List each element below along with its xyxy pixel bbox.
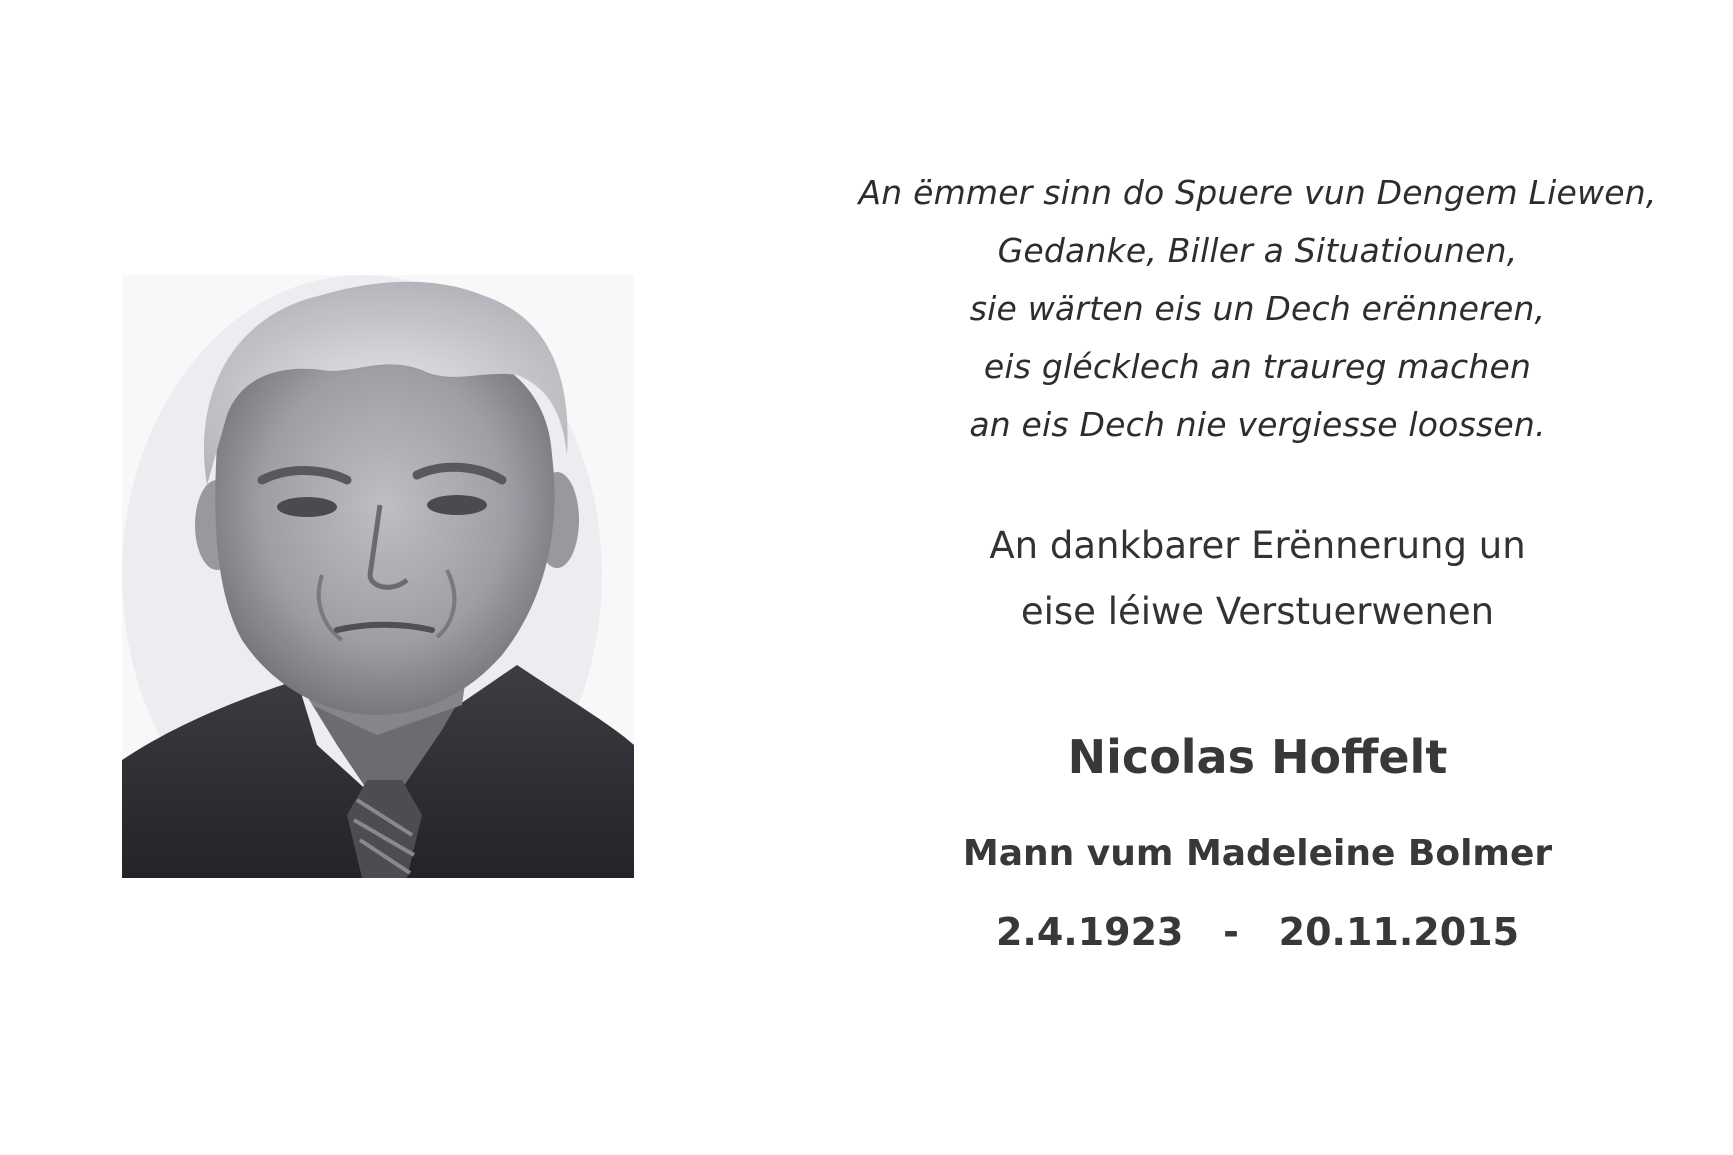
remembrance-text <box>840 513 1675 645</box>
date-separator: - <box>1223 910 1239 954</box>
verse-line: an eis Dech nie vergiesse loossen. <box>969 405 1546 444</box>
verse-line: An ëmmer sinn do Spuere vun Dengem Liewen, <box>858 173 1657 212</box>
remembrance-line: An dankbarer Erënnerung un <box>989 524 1526 567</box>
life-dates <box>840 910 1675 954</box>
portrait-photo <box>122 275 634 878</box>
verse-line: sie wärten eis un Dech erënneren, <box>969 289 1546 328</box>
spouse-line: Mann vum Madeleine Bolmer <box>962 833 1553 874</box>
death-date: 20.11.2015 <box>1278 910 1520 954</box>
verse-line: eis glécklech an traureg machen <box>983 347 1532 386</box>
birth-date: 2.4.1923 <box>995 910 1184 954</box>
memorial-verse <box>840 164 1675 454</box>
verse-line: Gedanke, Biller a Situatiounen, <box>997 231 1518 270</box>
deceased-name: Nicolas Hoffelt <box>1067 730 1448 784</box>
remembrance-line: eise léiwe Verstuerwenen <box>1020 590 1495 633</box>
